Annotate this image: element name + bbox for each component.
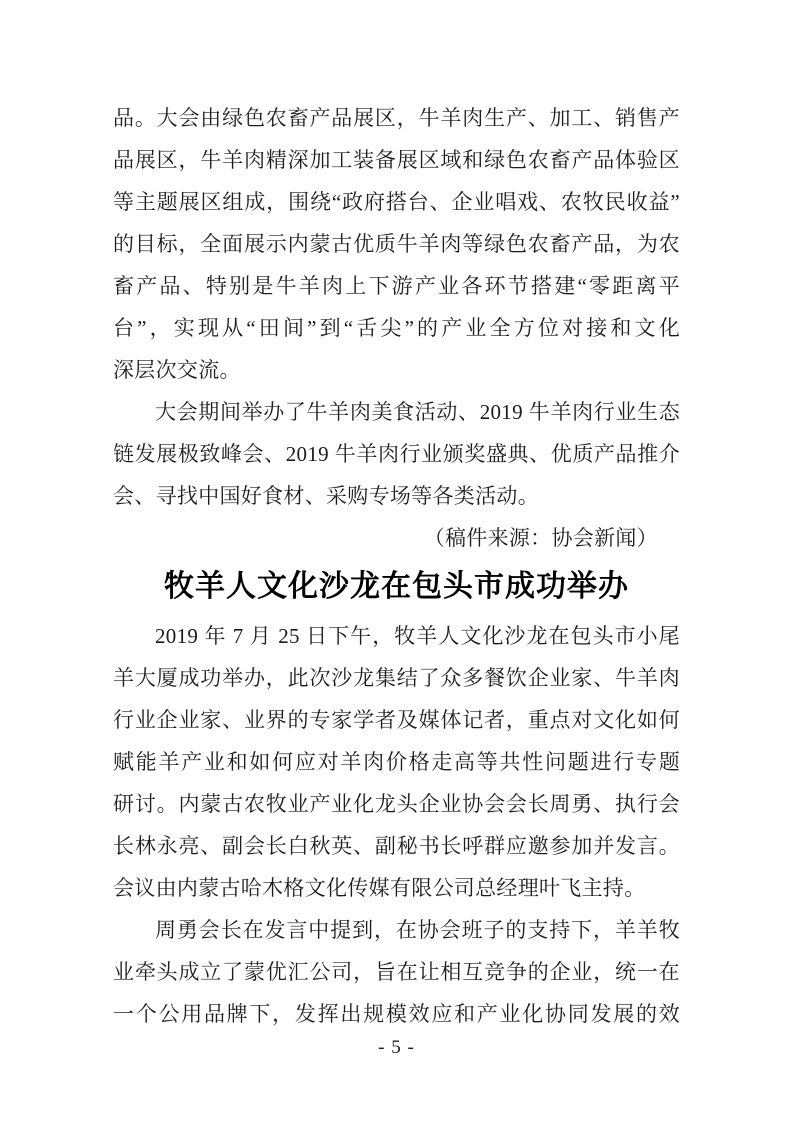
text-line: 一个公用品牌下，发挥出规模效应和产业化协同发展的效 (113, 1002, 680, 1026)
text-line: 台”，实现从“田间”到“舌尖”的产业全方位对接和文化 (113, 316, 680, 340)
text-line: 周勇会长在发言中提到，在协会班子的支持下，羊羊牧 (155, 918, 680, 942)
text-line: 品展区，牛羊肉精深加工装备展区域和绿色农畜产品体验区 (113, 148, 680, 172)
paragraph-continued (113, 97, 680, 391)
paragraph-salon-intro (113, 615, 680, 909)
text-line: 会、寻找中国好食材、采购专场等各类活动。 (113, 484, 539, 508)
text-line: 等主题展区组成，围绕“政府搭台、企业唱戏、农牧民收益” (113, 190, 680, 214)
text-line: 赋能羊产业和如何应对羊肉价格走高等共性问题进行专题 (113, 750, 680, 774)
text-line: 品。大会由绿色农畜产品展区，牛羊肉生产、加工、销售产 (113, 106, 680, 130)
text-line: 长林永亮、副会长白秋英、副秘书长呼群应邀参加并发言。 (113, 834, 680, 858)
page-number: - 5 - (378, 1037, 415, 1058)
source-attribution: （稿件来源：协会新闻） (423, 526, 658, 550)
text-line: 羊大厦成功举办，此次沙龙集结了众多餐饮企业家、牛羊肉 (113, 666, 680, 690)
paragraph-speech (113, 909, 680, 1035)
text-line: 2019 年 7 月 25 日下午，牧羊人文化沙龙在包头市小尾 (155, 624, 680, 648)
article-heading: 牧羊人文化沙龙在包头市成功举办 (164, 570, 629, 603)
text-line: 研讨。内蒙古农牧业产业化龙头企业协会会长周勇、执行会 (113, 792, 680, 816)
text-line: 业牵头成立了蒙优汇公司，旨在让相互竞争的企业，统一在 (113, 960, 680, 984)
text-line: 行业企业家、业界的专家学者及媒体记者，重点对文化如何 (113, 708, 680, 732)
text-line: 会议由内蒙古哈木格文化传媒有限公司总经理叶飞主持。 (113, 876, 646, 900)
paragraph-events (113, 391, 680, 517)
text-line: 链发展极致峰会、2019 牛羊肉行业颁奖盛典、优质产品推介 (113, 442, 680, 466)
text-line: 畜产品、特别是牛羊肉上下游产业各环节搭建“零距离平 (113, 274, 680, 298)
text-line: 深层次交流。 (113, 358, 241, 382)
text-line: 的目标，全面展示内蒙古优质牛羊肉等绿色农畜产品，为农 (113, 232, 680, 256)
text-line: 大会期间举办了牛羊肉美食活动、2019 牛羊肉行业生态 (155, 400, 680, 424)
